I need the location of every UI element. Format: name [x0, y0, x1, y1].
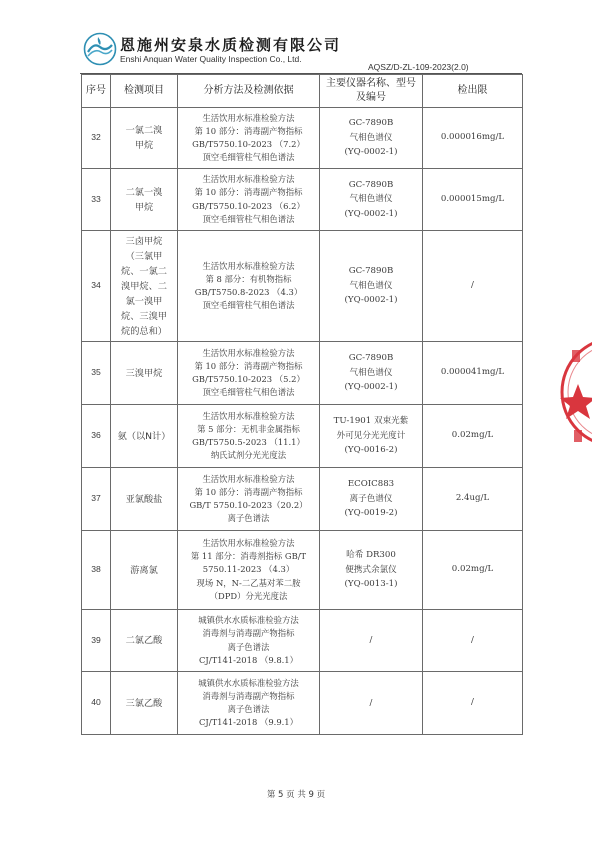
analysis-method-line: 离子色谱法 [227, 641, 270, 652]
instrument-line: 便携式余氯仪 [345, 564, 397, 575]
row-number: 32 [82, 108, 111, 169]
analysis-method-line: 第 10 部分：消毒副产物指标 [194, 486, 303, 497]
detection-limit: 0.000016mg/L [423, 108, 523, 169]
row-number: 37 [82, 468, 111, 531]
analysis-method-line: 城镇供水水质标准检验方法 [198, 615, 299, 626]
analysis-method-line: 生活饮用水标准检验方法 [202, 347, 295, 358]
analysis-method-line: GB/T 5750.10-2023（20.2） [189, 500, 308, 510]
detection-limit: 0.02mg/L [423, 531, 523, 610]
instrument [320, 468, 423, 531]
analysis-method [178, 169, 320, 231]
table-row [82, 231, 523, 342]
analysis-method-line: 生活饮用水标准检验方法 [202, 410, 295, 421]
analysis-method-line: 顶空毛细管柱气相色谱法 [202, 300, 295, 311]
analysis-method-line: GB/T5750.8-2023 （4.3） [194, 287, 303, 297]
test-item [111, 610, 178, 672]
col-header-no: 序号 [82, 75, 111, 108]
test-item-line: （三氯甲 [125, 250, 163, 262]
instrument-line: TU-1901 双束光紫 [333, 416, 409, 427]
instrument-line: 外可见分光光度计 [336, 430, 406, 441]
analysis-method-line: 第 8 部分：有机物指标 [205, 273, 292, 284]
analysis-method [178, 405, 320, 468]
instrument-line: GC-7890B [348, 118, 394, 129]
instrument [320, 405, 423, 468]
row-number: 33 [82, 169, 111, 231]
company-name-cn: 恩施州安泉水质检测有限公司 [120, 36, 342, 54]
test-item-line: 二氯乙酸 [125, 635, 163, 646]
analysis-method [178, 531, 320, 610]
instrument [320, 108, 423, 169]
detection-limit: 0.000041mg/L [423, 342, 523, 405]
analysis-method [178, 468, 320, 531]
test-item-line: 二氯一溴 [125, 186, 163, 198]
analysis-method-line: 消毒剂与消毒副产物指标 [202, 628, 295, 639]
analysis-method-line: GB/T5750.10-2023 （5.2） [192, 374, 305, 384]
test-item-line: 烷、三溴甲 [121, 310, 167, 322]
row-number: 34 [82, 231, 111, 342]
test-item-line: 三溴甲烷 [125, 367, 163, 379]
instrument-line: 气相色谱仪 [349, 194, 393, 205]
instrument-line: (YQ-0016-2) [344, 445, 398, 456]
instrument-line: (YQ-0002-1) [344, 382, 398, 393]
analysis-method-line: GB/T5750.10-2023 （6.2） [192, 200, 305, 211]
test-item-line: 溴甲烷、二 [121, 280, 167, 292]
instrument-line: GC-7890B [348, 266, 394, 277]
table-row [82, 672, 523, 735]
test-item-line: 氯一溴甲 [125, 295, 163, 307]
test-item-line: 亚氯酸盐 [125, 493, 163, 505]
analysis-method-line: 生活饮用水标准检验方法 [202, 174, 295, 185]
test-item-line: 三氯乙酸 [125, 697, 163, 709]
analysis-method-line: 生活饮用水标准检验方法 [202, 537, 295, 548]
detection-limit: / [423, 610, 523, 672]
col-header-item: 检测项目 [111, 75, 178, 108]
row-number: 39 [82, 610, 111, 672]
analysis-method [178, 231, 320, 342]
analysis-method-line: 顶空毛细管柱气相色谱法 [202, 152, 295, 163]
test-item-line: 三卤甲烷 [125, 235, 163, 247]
analysis-method-line: CJ/T141-2018 （9.8.1） [198, 654, 299, 665]
analysis-method-line: CJ/T141-2018 （9.9.1） [198, 717, 299, 728]
col-header-method: 分析方法及检测依据 [178, 75, 320, 108]
row-number: 40 [82, 672, 111, 735]
detection-limit: 2.4ug/L [423, 468, 523, 531]
analysis-method-line: 现场 N，N-二乙基对苯二胺 [196, 577, 301, 588]
test-item-line: 烷、一氯二 [121, 265, 167, 277]
test-item-line: 烷的总和） [121, 325, 167, 337]
analysis-method-line: 离子色谱法 [227, 704, 270, 714]
test-item [111, 342, 178, 405]
analysis-method-line: GB/T5750.10-2023 （7.2） [192, 139, 305, 149]
page-number: 第 5 页 共 9 页 [266, 790, 326, 800]
table-row [82, 169, 523, 231]
table-row [82, 610, 523, 672]
water-drop-logo-icon [83, 32, 117, 66]
instrument-line: (YQ-0002-1) [344, 295, 398, 306]
analysis-method [178, 342, 320, 405]
instrument-line: 气相色谱仪 [349, 280, 393, 291]
col-header-limit: 检出限 [423, 75, 523, 108]
instrument-line: 气相色谱仪 [349, 367, 393, 378]
company-name-en: Enshi Anquan Water Quality Inspection Co., Ltd. [120, 54, 302, 64]
table-row [82, 342, 523, 405]
instrument [320, 610, 423, 672]
instrument-line: ECOIC883 [347, 479, 395, 490]
table-row [82, 108, 523, 169]
test-item-line: 甲烷 [134, 140, 154, 151]
test-item [111, 405, 178, 468]
table-header-row [82, 75, 523, 108]
test-item [111, 468, 178, 531]
analysis-method-line: 顶空毛细管柱气相色谱法 [202, 213, 295, 224]
instrument-line: (YQ-0002-1) [344, 147, 398, 158]
test-item-line: 甲烷 [134, 201, 154, 213]
instrument-line: GC-7890B [348, 179, 394, 190]
analysis-method-line: 第 10 部分：消毒副产物指标 [194, 187, 303, 198]
instrument [320, 169, 423, 231]
test-item-line: 氨（以N计） [117, 430, 171, 442]
analysis-method-line: 第 5 部分：无机非金属指标 [197, 423, 300, 434]
instrument [320, 231, 423, 342]
analysis-method-line: 第 11 部分：消毒剂指标 GB/T [190, 551, 307, 562]
detection-limit: 0.000015mg/L [423, 169, 523, 231]
analysis-method-line: （DPD）分光光度法 [209, 590, 288, 601]
instrument-line: (YQ-0002-1) [344, 208, 398, 219]
instrument-line: 哈希 DR300 [346, 550, 396, 561]
detection-limit: / [423, 231, 523, 342]
test-item [111, 531, 178, 610]
analysis-method-line: 城镇供水水质标准检验方法 [198, 677, 299, 688]
instrument-line: 离子色谱仪 [349, 493, 393, 504]
instrument [320, 531, 423, 610]
analysis-method-line: 纳氏试剂分光光度法 [210, 450, 287, 461]
analysis-method-line: 第 10 部分：消毒副产物指标 [194, 125, 303, 136]
test-methods-table [81, 74, 523, 735]
instrument-line: 气相色谱仪 [349, 132, 393, 143]
analysis-method [178, 672, 320, 735]
table-row [82, 468, 523, 531]
test-item-line: 游离氯 [130, 564, 158, 576]
analysis-method-line: GB/T5750.5-2023 （11.1） [192, 437, 305, 447]
table-row [82, 405, 523, 468]
analysis-method-line: 生活饮用水标准检验方法 [202, 260, 295, 271]
row-number: 36 [82, 405, 111, 468]
analysis-method [178, 610, 320, 672]
analysis-method [178, 108, 320, 169]
instrument-line: / [369, 697, 373, 708]
test-item-line: 一氯二溴 [125, 125, 163, 136]
test-item [111, 231, 178, 342]
analysis-method-line: 顶空毛细管柱气相色谱法 [202, 387, 295, 398]
detection-limit: / [423, 672, 523, 735]
analysis-method-line: 5750.11-2023 （4.3） [202, 564, 295, 575]
table-row [82, 531, 523, 610]
instrument-line: / [369, 635, 373, 646]
instrument [320, 672, 423, 735]
analysis-method-line: 生活饮用水标准检验方法 [202, 112, 295, 123]
instrument-line: (YQ-0019-2) [344, 508, 398, 519]
analysis-method-line: 消毒剂与消毒副产物指标 [202, 690, 295, 701]
test-item [111, 672, 178, 735]
detection-limit: 0.02mg/L [423, 405, 523, 468]
row-number: 38 [82, 531, 111, 610]
document-number: AQSZ/D-ZL-109-2023(2.0) [368, 62, 469, 72]
instrument-line: (YQ-0013-1) [344, 579, 398, 590]
test-item [111, 108, 178, 169]
instrument [320, 342, 423, 405]
test-item [111, 169, 178, 231]
col-header-instrument: 主要仪器名称、型号及编号 [320, 75, 423, 108]
instrument-line: GC-7890B [348, 353, 394, 364]
analysis-method-line: 离子色谱法 [227, 513, 270, 524]
analysis-method-line: 第 10 部分：消毒副产物指标 [194, 360, 303, 371]
red-seal-stamp-icon [558, 322, 592, 462]
row-number: 35 [82, 342, 111, 405]
analysis-method-line: 生活饮用水标准检验方法 [202, 473, 295, 484]
